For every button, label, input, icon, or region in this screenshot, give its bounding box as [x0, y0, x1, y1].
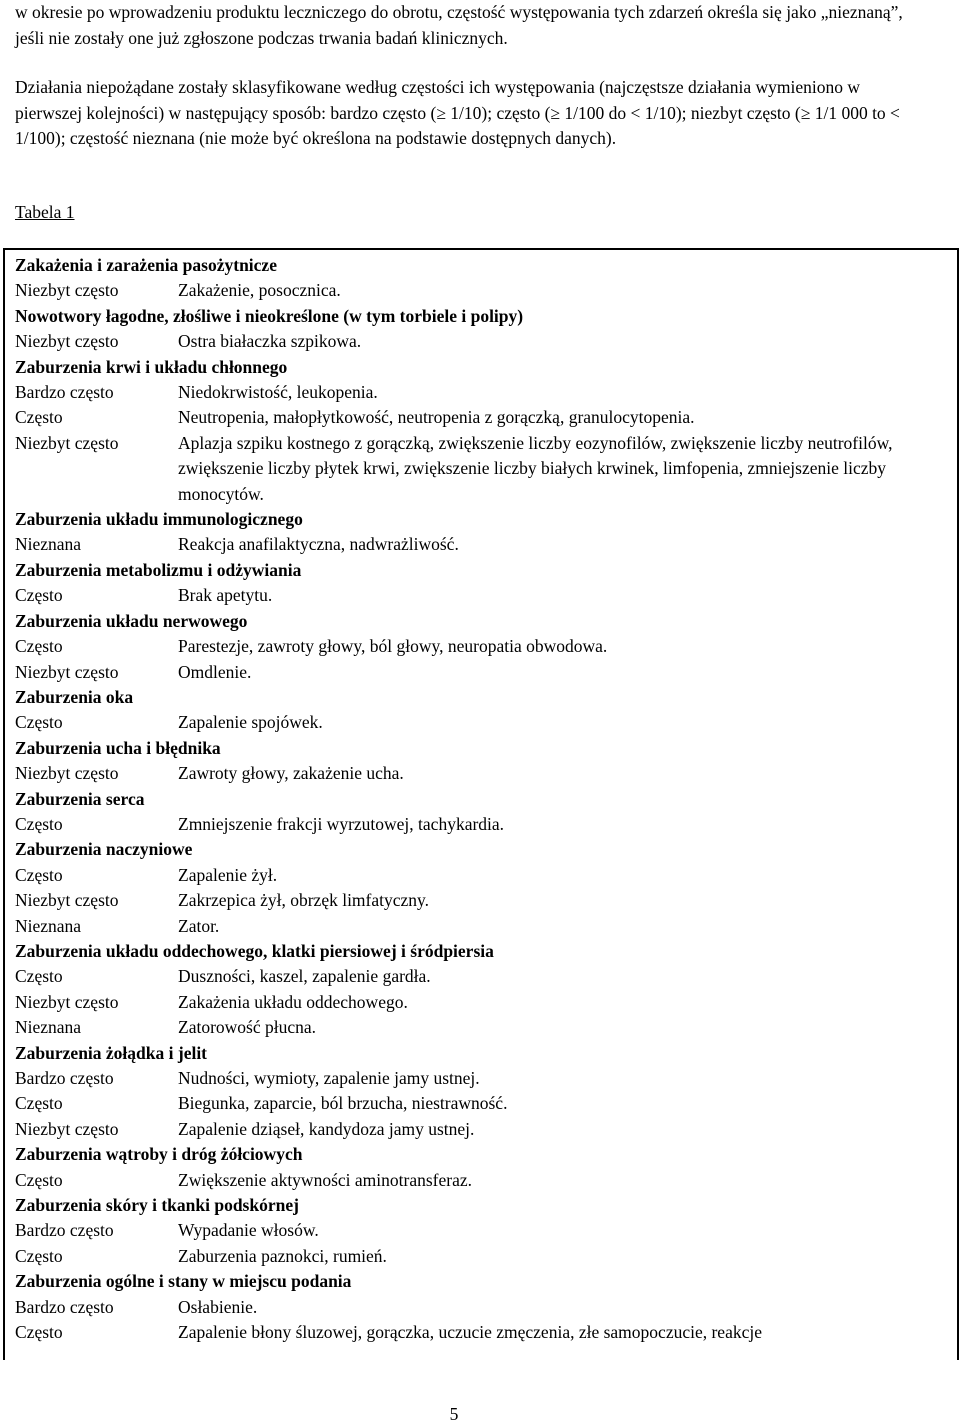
table-row	[15, 888, 945, 913]
table-row	[15, 1091, 945, 1116]
reaction-cell: Duszności, kaszel, zapalenie gardła.	[178, 966, 431, 987]
soc-heading	[15, 1041, 945, 1066]
reaction-cell: Zaburzenia paznokci, rumień.	[178, 1245, 387, 1266]
reaction-cell: Zakrzepica żył, obrzęk limfatyczny.	[178, 890, 430, 911]
table-rows	[15, 253, 945, 1345]
soc-heading	[15, 939, 945, 964]
soc-heading	[15, 609, 945, 634]
reaction-cell: Nudności, wymioty, zapalenie jamy ustnej.	[178, 1068, 480, 1088]
frequency-cell: Często	[15, 966, 63, 987]
page-number: 5	[449, 1404, 459, 1424]
adverse-reactions-table	[3, 248, 959, 1360]
reaction-cell: Zakażenia układu oddechowego.	[178, 991, 408, 1012]
table-row	[15, 914, 945, 939]
reaction-cell: Zapalenie błony śluzowej, gorączka, uczucie zmęczenia, złe samopoczucie, reakcje	[178, 1322, 762, 1343]
soc-heading	[15, 837, 945, 862]
reaction-cell: Reakcja anafilaktyczna, nadwrażliwość.	[178, 534, 459, 555]
frequency-cell: Często	[15, 636, 63, 657]
table-row	[15, 964, 945, 989]
frequency-cell: Niezbyt często	[15, 331, 119, 352]
table-caption: Tabela 1	[15, 202, 75, 222]
reaction-cell: Zatorowość płucna.	[178, 1017, 317, 1038]
reaction-cell: Ostra białaczka szpikowa.	[178, 331, 362, 352]
soc-heading-text: Zaburzenia krwi i układu chłonnego	[15, 356, 288, 377]
soc-heading	[15, 1269, 945, 1294]
frequency-cell: Niezbyt często	[15, 991, 119, 1012]
reaction-cell: Zmniejszenie frakcji wyrzutowej, tachykardia.	[178, 813, 505, 834]
reaction-cell: Zapalenie żył.	[178, 864, 278, 885]
reaction-cell: Aplazja szpiku kostnego z gorączką, zwiększenie liczby eozynofilów, zwiększenie liczby neutrofilów, zwiększenie liczby płytek krwi, zwiększenie liczby białych krwinek, limfopenia, zmniejszenie liczby monocytów.	[178, 432, 893, 504]
frequency-cell: Bardzo często	[15, 1068, 114, 1088]
reaction-cell: Osłabienie.	[178, 1296, 258, 1317]
frequency-cell: Nieznana	[15, 915, 82, 936]
frequency-cell: Często	[15, 407, 63, 428]
soc-heading-text: Zaburzenia serca	[15, 788, 145, 809]
intro-paragraph-2: Działania niepożądane zostały sklasyfikowane według częstości ich występowania (najczęstsze działania wymieniono w pierwszej kolejności) w następujący sposób: bardzo często (≥ 1/10); często (≥ 1/100 do < 1/10); niezbyt często (≥ 1/1 000 to < 1/100); częstość nieznana (nie może być określona na podstawie dostępnych danych).	[15, 77, 900, 148]
soc-heading-text: Nowotwory łagodne, złośliwe i nieokreślone (w tym torbiele i polipy)	[15, 305, 524, 326]
table-row	[15, 405, 945, 430]
table-row	[15, 1066, 945, 1091]
frequency-cell: Niezbyt często	[15, 432, 119, 453]
soc-heading-text: Zaburzenia naczyniowe	[15, 839, 193, 860]
table-row	[15, 278, 945, 303]
frequency-cell: Nieznana	[15, 534, 82, 555]
table-row	[15, 660, 945, 685]
soc-heading-text: Zaburzenia żołądka i jelit	[15, 1042, 208, 1063]
intro-paragraph-1: w okresie po wprowadzeniu produktu leczniczego do obrotu, częstość występowania tych zdarzeń określa się jako „nieznaną”, jeśli nie zostały one już zgłoszone podczas trwania badań klinicznych.	[15, 2, 903, 48]
frequency-cell: Bardzo często	[15, 1220, 114, 1241]
soc-heading	[15, 253, 945, 278]
soc-heading-text: Zaburzenia oka	[15, 686, 134, 707]
soc-heading-text: Zaburzenia skóry i tkanki podskórnej	[15, 1195, 299, 1216]
reaction-cell: Brak apetytu.	[178, 585, 273, 606]
table-row	[15, 329, 945, 354]
table-row	[15, 812, 945, 837]
frequency-cell: Bardzo często	[15, 382, 114, 403]
table-row	[15, 1218, 945, 1243]
frequency-cell: Często	[15, 813, 63, 834]
soc-heading	[15, 355, 945, 380]
frequency-cell: Niezbyt często	[15, 890, 119, 911]
reaction-cell: Zator.	[178, 915, 220, 936]
reaction-cell: Zwiększenie aktywności aminotransferaz.	[178, 1169, 472, 1190]
table-row	[15, 1168, 945, 1193]
frequency-cell: Często	[15, 1169, 63, 1190]
frequency-cell: Nieznana	[15, 1017, 82, 1038]
table-row	[15, 1320, 945, 1345]
soc-heading-text: Zaburzenia wątroby i dróg żółciowych	[15, 1144, 303, 1165]
reaction-cell: Neutropenia, małopłytkowość, neutropenia z gorączką, granulocytopenia.	[178, 407, 695, 428]
soc-heading-text: Zaburzenia układu immunologicznego	[15, 509, 303, 530]
table-row	[15, 710, 945, 735]
table-row	[15, 431, 945, 507]
reaction-cell: Zawroty głowy, zakażenie ucha.	[178, 763, 404, 784]
table-row	[15, 380, 945, 405]
soc-heading	[15, 1193, 945, 1218]
soc-heading	[15, 787, 945, 812]
soc-heading-text: Zaburzenia ogólne i stany w miejscu podania	[15, 1271, 352, 1292]
reaction-cell: Niedokrwistość, leukopenia.	[178, 382, 378, 403]
soc-heading-text: Zaburzenia układu nerwowego	[15, 610, 248, 631]
soc-heading-text: Zaburzenia metabolizmu i odżywiania	[15, 559, 302, 580]
soc-heading-text: Zaburzenia ucha i błędnika	[15, 737, 221, 758]
reaction-cell: Wypadanie włosów.	[178, 1220, 319, 1241]
table-row	[15, 634, 945, 659]
frequency-cell: Często	[15, 712, 63, 733]
table-row	[15, 583, 945, 608]
table-row	[15, 1295, 945, 1320]
reaction-cell: Zapalenie spojówek.	[178, 712, 323, 733]
soc-heading	[15, 304, 945, 329]
soc-heading	[15, 558, 945, 583]
frequency-cell: Niezbyt często	[15, 763, 119, 784]
reaction-cell: Zakażenie, posocznica.	[178, 280, 341, 301]
frequency-cell: Często	[15, 1093, 63, 1114]
soc-heading-text: Zakażenia i zarażenia pasożytnicze	[15, 255, 277, 275]
table-row	[15, 761, 945, 786]
soc-heading	[15, 507, 945, 532]
table-row	[15, 990, 945, 1015]
soc-heading	[15, 736, 945, 761]
soc-heading	[15, 685, 945, 710]
reaction-cell: Omdlenie.	[178, 661, 252, 682]
soc-heading-text: Zaburzenia układu oddechowego, klatki piersiowej i śródpiersia	[15, 940, 494, 961]
table-row	[15, 1015, 945, 1040]
frequency-cell: Niezbyt często	[15, 661, 119, 682]
table-row	[15, 863, 945, 888]
frequency-cell: Niezbyt często	[15, 1118, 119, 1139]
frequency-cell: Często	[15, 1322, 63, 1343]
reaction-cell: Zapalenie dziąseł, kandydoza jamy ustnej.	[178, 1118, 475, 1139]
table-row	[15, 532, 945, 557]
frequency-cell: Niezbyt często	[15, 280, 119, 301]
frequency-cell: Często	[15, 864, 63, 885]
frequency-cell: Często	[15, 585, 63, 606]
reaction-cell: Parestezje, zawroty głowy, ból głowy, neuropatia obwodowa.	[178, 636, 608, 657]
reaction-cell: Biegunka, zaparcie, ból brzucha, niestrawność.	[178, 1093, 508, 1114]
soc-heading	[15, 1142, 945, 1167]
table-row	[15, 1117, 945, 1142]
frequency-cell: Bardzo często	[15, 1296, 114, 1317]
table-row	[15, 1244, 945, 1269]
frequency-cell: Często	[15, 1245, 63, 1266]
